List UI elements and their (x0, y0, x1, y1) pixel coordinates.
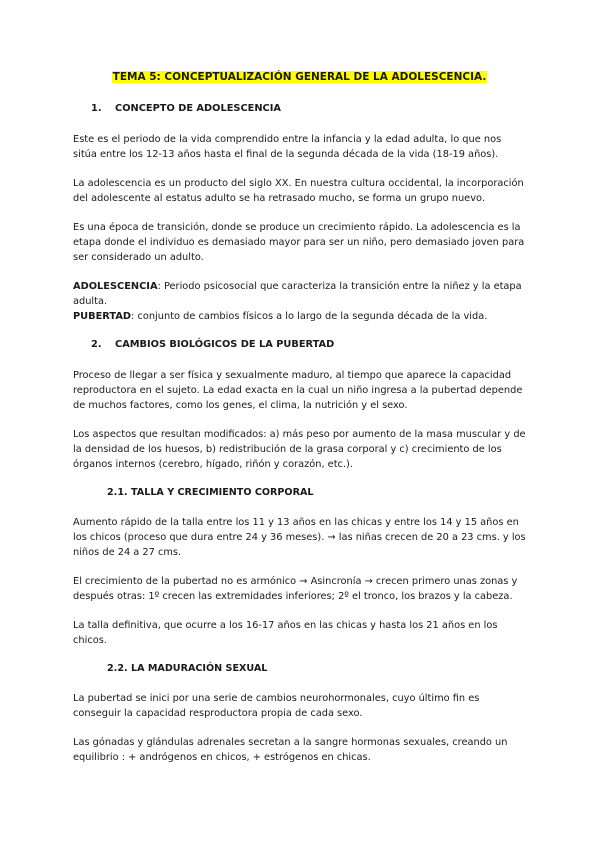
paragraph: Es una época de transición, donde se produce un crecimiento rápido. La adolescencia es la etapa donde el individuo es demasiado mayor para ser un niño, pero demasiado joven para ser considerado un adulto. (73, 222, 525, 263)
section-heading-cambios: 2. CAMBIOS BIOLÓGICOS DE LA PUBERTAD (91, 339, 335, 350)
paragraph: Los aspectos que resultan modificados: a) más peso por aumento de la masa muscular y de la densidad de los huesos, b) redistribución de la grasa corporal y c) crecimiento de los órganos internos (cerebro, hígado, riñón y corazón, etc.). (73, 429, 526, 470)
paragraph: Las gónadas y glándulas adrenales secretan a la sangre hormonas sexuales, creando un equilibrio : + andrógenos en chicos, + estrógenos en chicas. (73, 737, 508, 763)
paragraph: Aumento rápido de la talla entre los 11 y 13 años en las chicas y entre los 14 y 15 años en los chicos (proceso que dura entre 24 y 36 meses). → las niñas crecen de 20 a 23 cms. y los niños de 24 a 27 cms. (73, 517, 526, 558)
definition-pubertad: PUBERTAD: conjunto de cambios físicos a lo largo de la segunda década de la vida. (73, 311, 488, 322)
paragraph: Proceso de llegar a ser física y sexualmente maduro, al tiempo que aparece la capacidad reproductora en el sujeto. La edad exacta en la cual un niño ingresa a la pubertad depende de muchos factores, como los genes, el clima, la nutrición y el sexo. (73, 370, 523, 411)
subsection-heading-maduracion: 2.2. LA MADURACIÓN SEXUAL (107, 663, 268, 674)
definition-term: ADOLESCENCIA (73, 281, 158, 292)
definition-adolescencia: ADOLESCENCIA: Periodo psicosocial que caracteriza la transición entre la niñez y la etapa adulta. (73, 281, 522, 307)
paragraph: La adolescencia es un producto del siglo XX. En nuestra cultura occidental, la incorporación del adolescente al estatus adulto se ha retrasado mucho, se forma un grupo nuevo. (73, 178, 524, 204)
document-title: TEMA 5: CONCEPTUALIZACIÓN GENERAL DE LA ADOLESCENCIA. (112, 71, 487, 83)
subsection-heading-talla: 2.1. TALLA Y CRECIMIENTO CORPORAL (107, 487, 314, 498)
section-heading-concepto: 1. CONCEPTO DE ADOLESCENCIA (91, 103, 281, 114)
paragraph: El crecimiento de la pubertad no es armónico → Asincronía → crecen primero unas zonas y después otras: 1º crecen las extremidades inferiores; 2º el tronco, los brazos y la cabeza. (73, 576, 518, 602)
paragraph: La talla definitiva, que ocurre a los 16-17 años en las chicas y hasta los 21 años en los chicos. (73, 620, 498, 646)
definitions-block (73, 279, 526, 324)
paragraph: La pubertad se inici por una serie de cambios neurohormonales, cuyo último fin es conseguir la capacidad resproductora propia de cada sexo. (73, 693, 480, 719)
paragraph: Este es el periodo de la vida comprendido entre la infancia y la edad adulta, lo que nos sitúa entre los 12-13 años hasta el final de la segunda década de la vida (18-19 años). (73, 134, 502, 160)
definition-term: PUBERTAD (73, 311, 132, 322)
